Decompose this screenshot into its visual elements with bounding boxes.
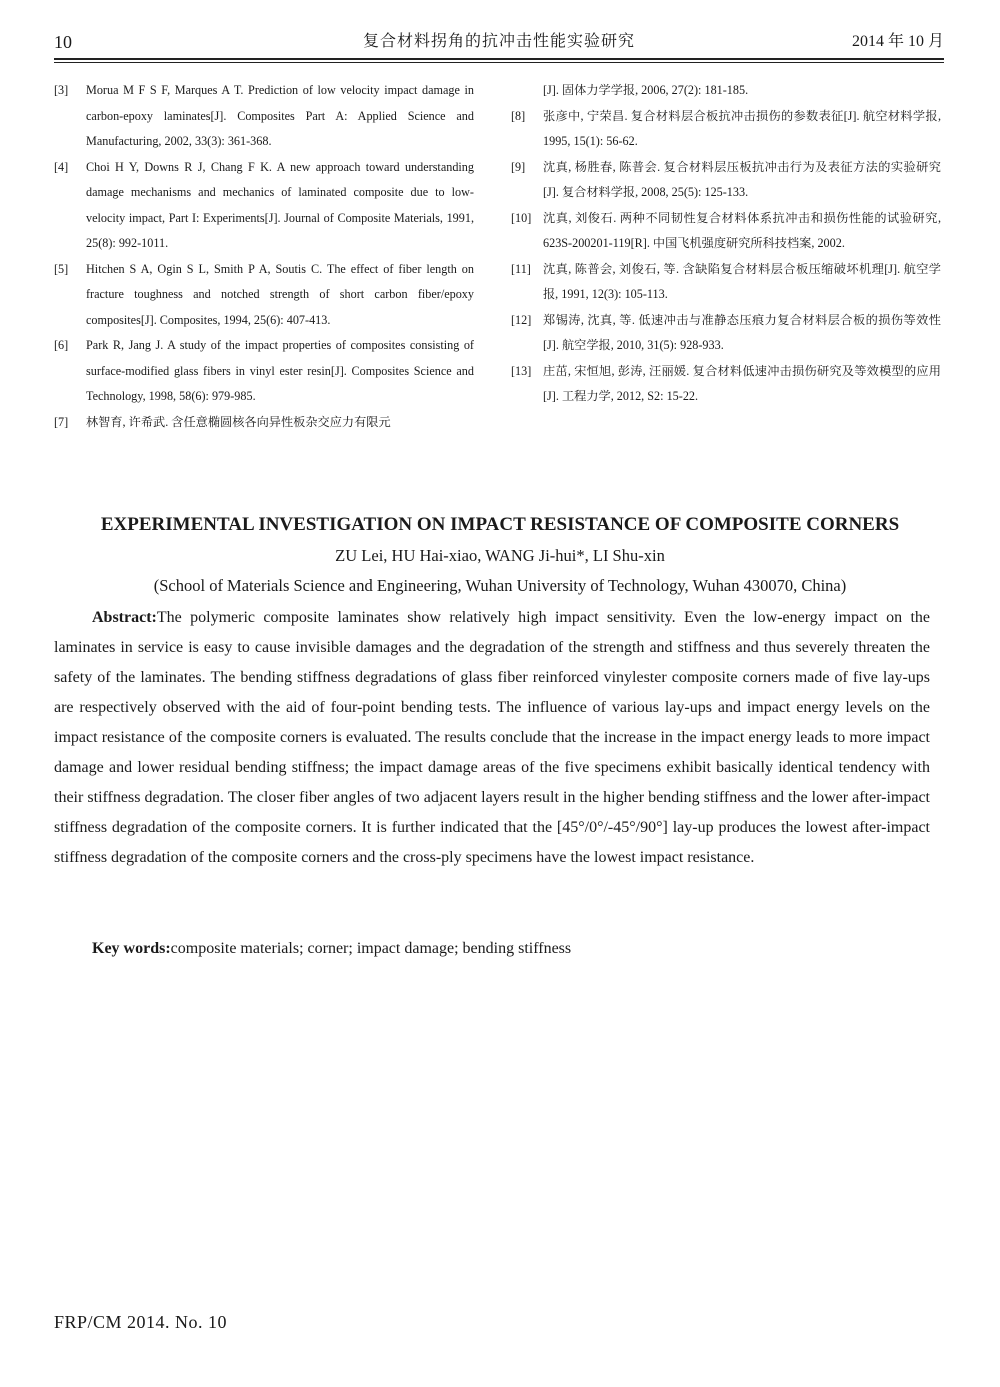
- reference-text: 沈真, 刘俊石. 两种不同韧性复合材料体系抗冲击和损伤性能的试验研究, 623S-200201-119[R]. 中国飞机强度研究所科技档案, 2002.: [543, 210, 941, 250]
- reference-number: [8]: [511, 108, 526, 123]
- english-keywords: [54, 934, 930, 964]
- header-rule-thin: [54, 62, 944, 63]
- reference-text: Park R, Jang J. A study of the impact properties of composites consisting of surface-modified glass fibers in vinyl ester resin[J]. Composites Science and Technology, 1998, 58(6): 979-985.: [86, 338, 474, 403]
- reference-number: [3]: [54, 83, 69, 97]
- reference-text: 林智育, 许希武. 含任意椭圆核各向异性板杂交应力有限元: [86, 414, 391, 429]
- reference-number: [13]: [511, 363, 532, 378]
- page-number: 10: [54, 32, 72, 52]
- reference-item: [54, 155, 474, 257]
- abstract-label: Abstract:: [92, 609, 157, 626]
- abstract-text: The polymeric composite laminates show relatively high impact sensitivity. Even the low-energy impact on the laminates in service is easy to cause invisible damages and the degradation of the strength and stiffness and thus severely threaten the safety of the laminates. The bending stiffness degradations of glass fiber reinforced vinylester composite corners made of five lay-ups are respectively observed with the aid of four-point bending tests. The influence of various lay-ups and impact energy levels on the impact resistance of the composite corners is evaluated. The results conclude that the increase in the impact energy leads to more impact damage and lower residual bending stiffness; the impact damage areas of the five specimens exhibit basically identical tendency with their stiffness degradation. The closer fiber angles of two adjacent layers result in the higher bending stiffness and the lower after-impact stiffness degradation of the composite corners. It is further indicated that the [45°/0°/-45°/90°] lay-up produces the lowest after-impact stiffness degradation of the composite corners and the cross-ply specimens have the lowest impact resistance.: [54, 609, 930, 866]
- reference-text: 庄茁, 宋恒旭, 彭涛, 汪丽媛. 复合材料低速冲击损伤研究及等效模型的应用[J]. 工程力学, 2012, S2: 15-22.: [543, 363, 941, 403]
- reference-number: [10]: [511, 210, 532, 225]
- reference-text: Hitchen S A, Ogin S L, Smith P A, Soutis C. The effect of fiber length on fracture toughness and notched strength of short carbon fiber/epoxy composites[J]. Composites, 1994, 25(6): 407-413.: [86, 261, 474, 327]
- reference-number: [11]: [511, 261, 531, 276]
- reference-number: [4]: [54, 159, 69, 174]
- reference-number: [12]: [511, 312, 532, 327]
- reference-item: [511, 308, 941, 359]
- reference-text: 沈真, 陈普会, 刘俊石, 等. 含缺陷复合材料层合板压缩破坏机理[J]. 航空学报, 1991, 12(3): 105-113.: [543, 261, 941, 301]
- reference-item: [54, 333, 474, 410]
- reference-number: [6]: [54, 338, 69, 352]
- reference-item: [511, 104, 941, 155]
- running-header: [54, 30, 944, 54]
- header-rule-thick: [54, 58, 944, 60]
- reference-item: [511, 257, 941, 308]
- reference-text: 张彦中, 宁荣昌. 复合材料层合板抗冲击损伤的参数表征[J]. 航空材料学报, 1995, 15(1): 56-62.: [543, 108, 941, 148]
- english-affiliation: (School of Materials Science and Engineering, Wuhan University of Technology, Wuhan 430070, China): [153, 576, 847, 595]
- keywords-label: Key words:: [92, 940, 171, 957]
- reference-item: [54, 410, 474, 436]
- reference-item: [511, 359, 941, 410]
- reference-item: [54, 257, 474, 334]
- reference-text: 郑锡涛, 沈真, 等. 低速冲击与准静态压痕力复合材料层合板的损伤等效性[J]. 航空学报, 2010, 31(5): 928-933.: [543, 312, 941, 352]
- reference-text: Choi H Y, Downs R J, Chang F K. A new approach toward understanding damage mechanisms and mechanics of laminated composite due to low-velocity impact, Part I: Experiments[J]. Journal of Composite Materials, 1991, 25(8): 992-1011.: [86, 159, 474, 250]
- references-right-column: [511, 78, 941, 410]
- running-title: 复合材料拐角的抗冲击性能实验研究: [362, 33, 635, 50]
- reference-number: [5]: [54, 261, 69, 276]
- reference-item: [511, 206, 941, 257]
- reference-text: Morua M F S F, Marques A T. Prediction of low velocity impact damage in carbon-epoxy laminates[J]. Composites Part A: Applied Science and Manufacturing, 2002, 33(3): 361-368.: [86, 83, 474, 148]
- keywords-text: composite materials; corner; impact damage; bending stiffness: [170, 940, 572, 957]
- reference-text: 沈真, 杨胜春, 陈普会. 复合材料层压板抗冲击行为及表征方法的实验研究[J]. 复合材料学报, 2008, 25(5): 125-133.: [543, 159, 941, 199]
- issue-date: 2014 年 10 月: [851, 33, 944, 50]
- reference-item: [54, 78, 474, 155]
- english-abstract: [54, 603, 930, 873]
- reference-item: [511, 155, 941, 206]
- reference-continuation: [J]. 固体力学学报, 2006, 27(2): 181-185.: [543, 83, 749, 97]
- english-title: EXPERIMENTAL INVESTIGATION ON IMPACT RESISTANCE OF COMPOSITE CORNERS: [100, 514, 900, 535]
- reference-number: [9]: [511, 159, 526, 174]
- journal-footer: FRP/CM 2014. No. 10: [54, 1312, 228, 1332]
- references-left-column: [54, 78, 474, 435]
- english-authors: ZU Lei, HU Hai-xiao, WANG Ji-hui*, LI Shu-xin: [335, 546, 665, 565]
- reference-number: [7]: [54, 414, 69, 429]
